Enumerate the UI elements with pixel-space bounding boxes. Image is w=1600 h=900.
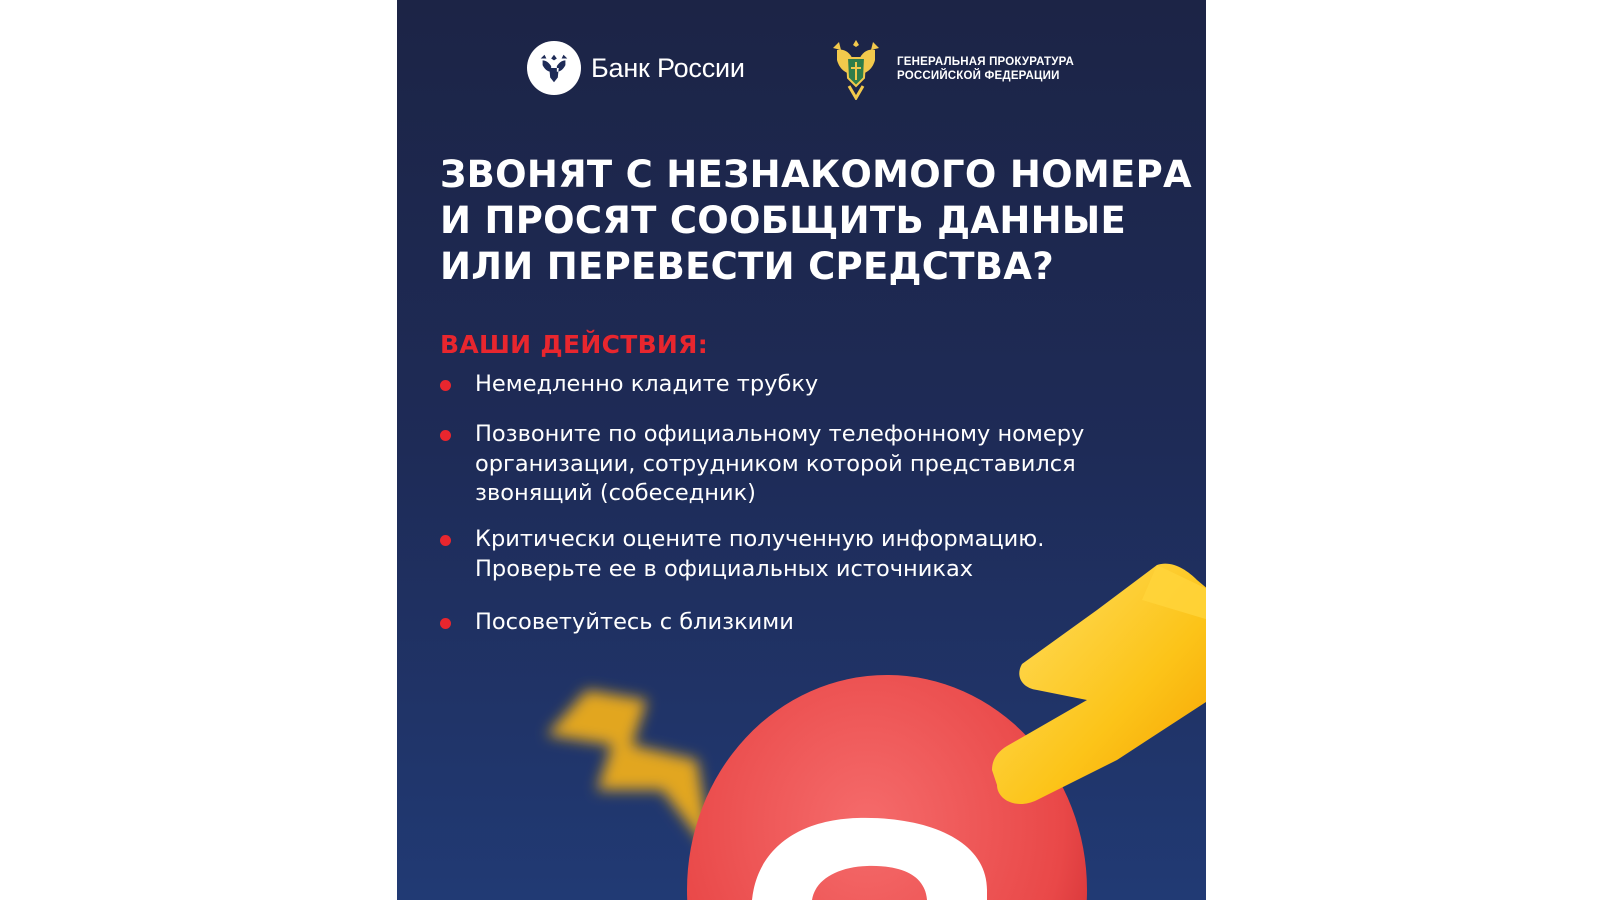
prosecutor-general-name [897,55,1074,83]
list-item-line: организации, сотрудником которой представился [475,450,1076,477]
poster [397,0,1206,900]
prosecutor-general-logo [827,38,1074,100]
list-item-line: Немедленно кладите трубку [475,371,819,397]
lightning-bolt-blurred-icon [547,690,712,855]
list-item-line: Позвоните по официальному телефонному номеру [475,421,1085,447]
coat-of-arms-icon [827,38,885,100]
lightning-bolt-icon [992,564,1206,804]
headline [440,152,1192,290]
bullet-icon [440,430,451,441]
list-item-line: Критически оцените полученную информацию. [475,526,1045,552]
headline-line: ЗВОНЯТ С НЕЗНАКОМОГО НОМЕРА [440,153,1192,196]
prosecutor-name-line: РОССИЙСКОЙ ФЕДЕРАЦИИ [897,70,1060,82]
bullet-icon [440,618,451,629]
list-item-line: Проверьте ее в официальных источниках [475,555,974,582]
list-item-text [475,608,1175,638]
actions-title: ВАШИ ДЕЙСТВИЯ: [440,330,709,359]
headline-line: И ПРОСЯТ СООБЩИТЬ ДАННЫЕ [440,199,1127,242]
list-item-text [475,420,1175,509]
list-item-text [475,370,1175,400]
list-item-line: звонящий (собеседник) [475,480,756,506]
bank-name: Банк России [591,52,745,83]
list-item-line: Посоветуйтесь с близкими [475,609,794,635]
headline-line: ИЛИ ПЕРЕВЕСТИ СРЕДСТВА? [440,245,1054,288]
bank-of-russia-logo [527,40,745,96]
question-mark-ball-icon [687,675,1087,900]
bullet-icon [440,535,451,546]
double-headed-eagle-icon [527,41,581,95]
bullet-icon [440,380,451,391]
prosecutor-name-line: ГЕНЕРАЛЬНАЯ ПРОКУРАТУРА [897,56,1074,68]
list-item-text [475,525,1175,584]
